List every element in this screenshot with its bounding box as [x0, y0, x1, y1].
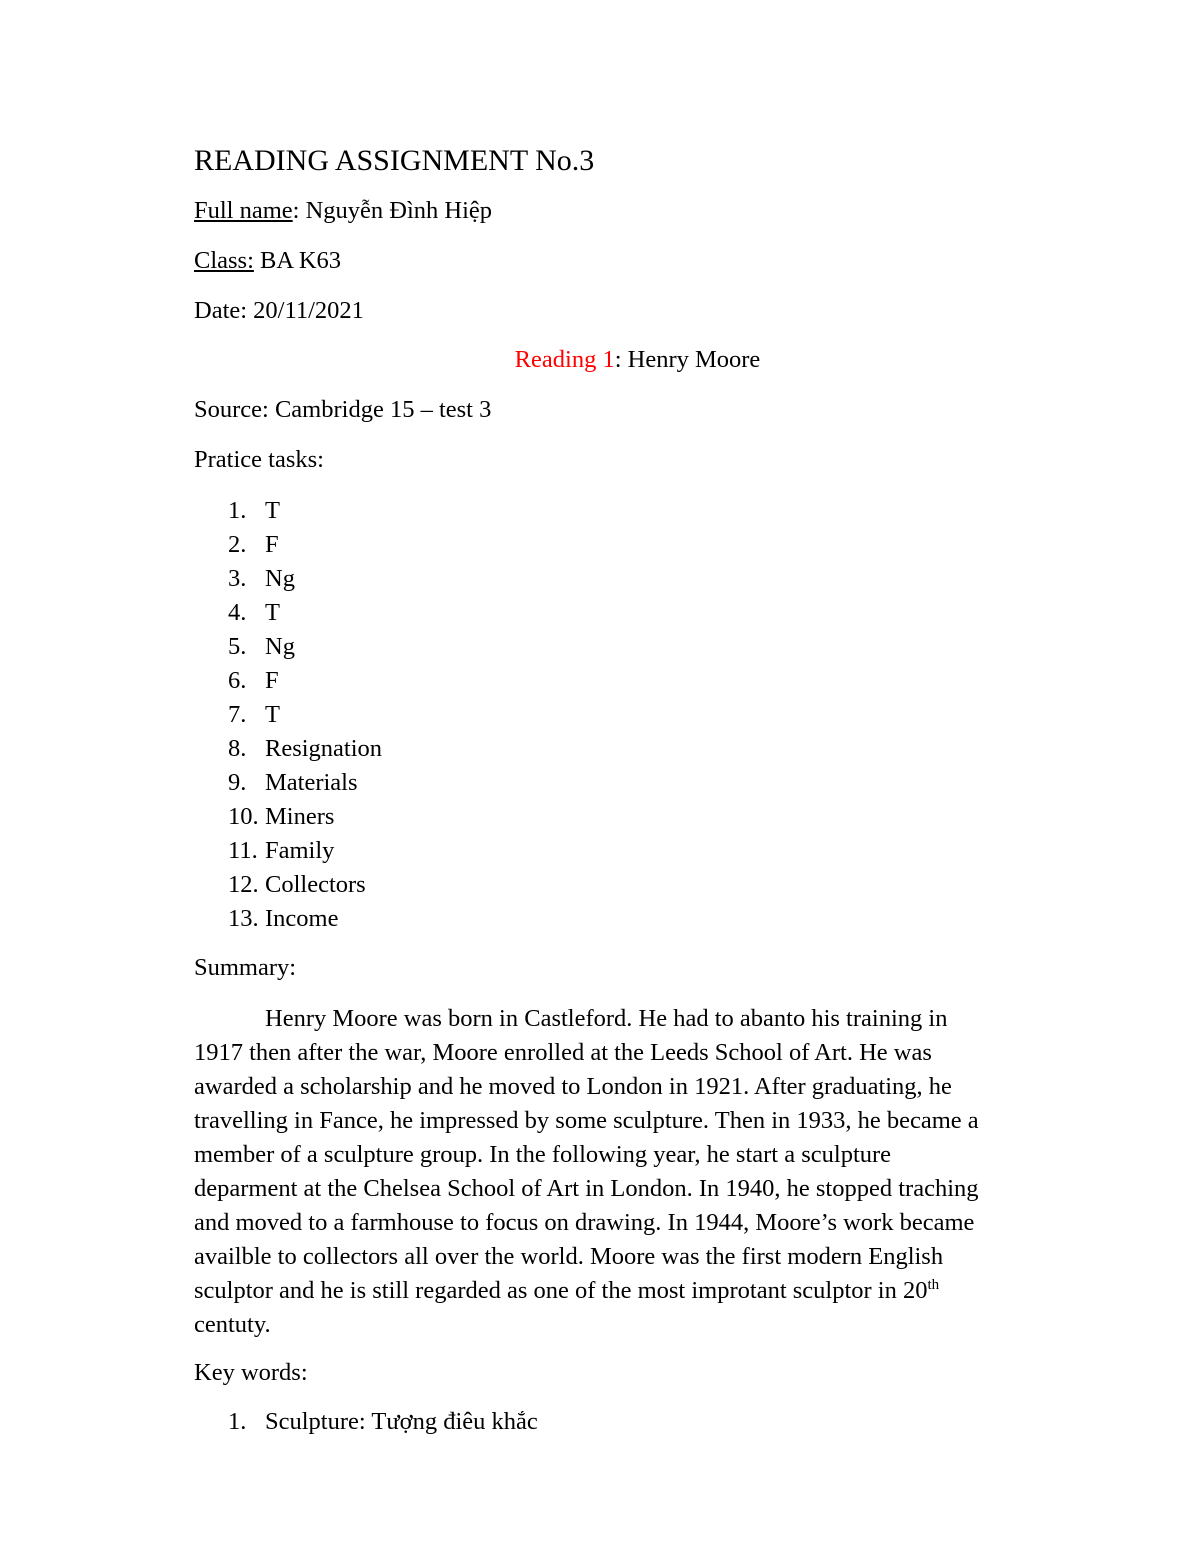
list-item: 8. Resignation — [228, 735, 383, 762]
keywords-label: Key words: — [194, 1359, 308, 1386]
full-name-line — [194, 196, 492, 226]
reading-title: : Henry Moore — [614, 346, 761, 373]
list-item: 13. Income — [228, 905, 339, 932]
summary-line: 1917 then after the war, Moore enrolled at the Leeds School of Art. He was — [194, 1039, 932, 1066]
source-line: Source: Cambridge 15 – test 3 — [194, 396, 492, 423]
class-value: BA K63 — [253, 247, 342, 274]
list-item: 11. Family — [228, 837, 335, 864]
summary-line-with-sup: sculptor and he is still regarded as one of the most improtant sculptor in 20th — [194, 1276, 940, 1304]
list-item: 7. T — [228, 701, 280, 728]
summary-line: and moved to a farmhouse to focus on drawing. In 1944, Moore’s work became — [194, 1209, 975, 1236]
list-item: 1. T — [228, 497, 280, 524]
list-item: 9. Materials — [228, 769, 358, 796]
summary-line: availble to collectors all over the world. Moore was the first modern English — [194, 1243, 944, 1270]
class-label: Class: — [194, 247, 254, 274]
summary-line: deparment at the Chelsea School of Art in London. In 1940, he stopped traching — [194, 1175, 979, 1202]
keyword-list — [228, 1407, 538, 1437]
summary-line: centuty. — [194, 1311, 271, 1338]
ordinal-superscript: th — [927, 1276, 940, 1293]
tasks-label: Pratice tasks: — [194, 446, 324, 473]
summary-line: travelling in Fance, he impressed by some sculpture. Then in 1933, he became a — [194, 1107, 979, 1134]
summary-line: member of a sculpture group. In the following year, he start a sculpture — [194, 1141, 892, 1168]
full-name-value: : Nguyễn Đình Hiệp — [292, 197, 493, 224]
answer-list — [228, 496, 382, 938]
full-name-label: Full name — [194, 197, 293, 224]
date-line: Date: 20/11/2021 — [194, 297, 364, 324]
class-line — [194, 246, 341, 276]
summary-line: Henry Moore was born in Castleford. He had to abanto his training in — [265, 1005, 948, 1032]
list-item: 3. Ng — [228, 565, 295, 592]
summary-paragraph — [194, 1002, 1079, 1342]
list-item: 1. Sculpture: Tượng điêu khắc — [228, 1408, 538, 1435]
list-item: 10. Miners — [228, 803, 335, 830]
summary-label: Summary: — [194, 954, 297, 981]
list-item: 2. F — [228, 531, 279, 558]
document-title: READING ASSIGNMENT No.3 — [194, 144, 595, 177]
reading-heading — [0, 345, 1200, 375]
list-item: 4. T — [228, 599, 280, 626]
reading-label: Reading 1 — [514, 346, 615, 373]
list-item: 6. F — [228, 667, 279, 694]
list-item: 5. Ng — [228, 633, 295, 660]
summary-line: awarded a scholarship and he moved to London in 1921. After graduating, he — [194, 1073, 952, 1100]
list-item: 12. Collectors — [228, 871, 366, 898]
